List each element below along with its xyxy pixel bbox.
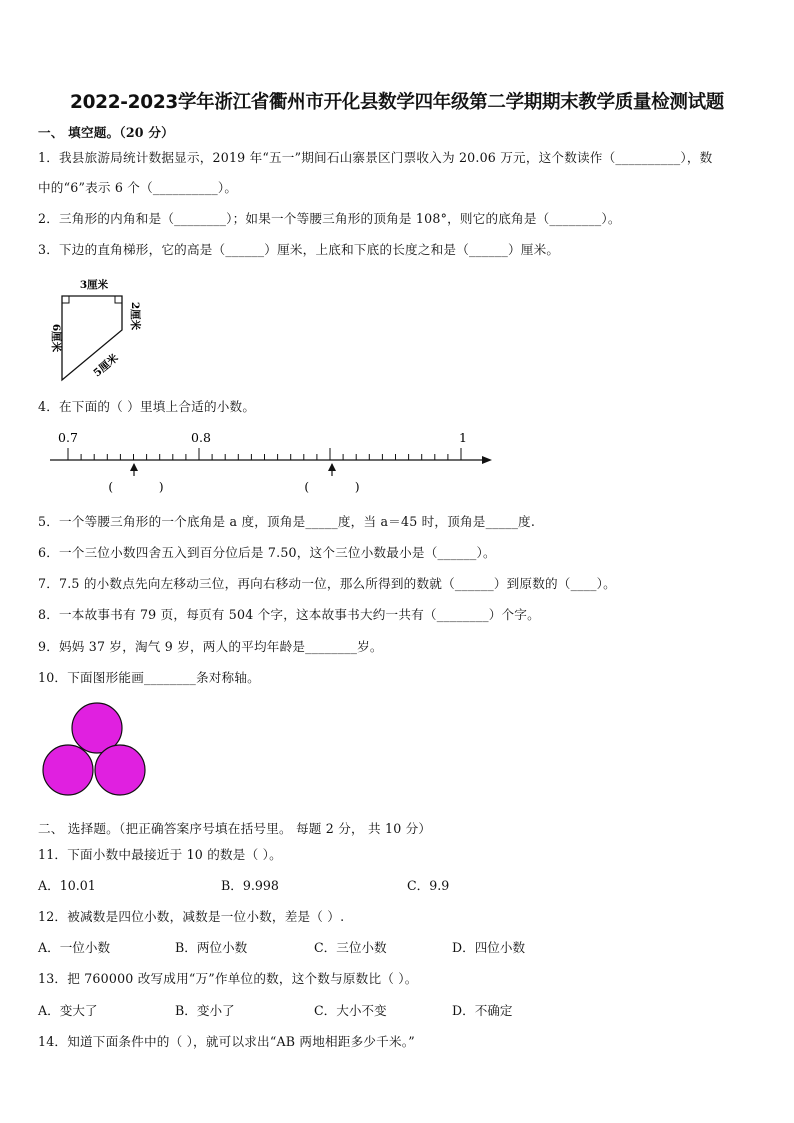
q12-option-b: B．两位小数 [175,940,248,955]
right-side-label: 2厘米 [129,301,141,331]
question-11: 11．下面小数中最接近于 10 的数是（ ）。 [38,847,282,862]
right-angle-mark-right [115,296,122,303]
number-line-blank-2: ( ) [304,480,360,494]
q12-option-d: D．四位小数 [452,940,526,955]
q11-option-a: A．10.01 [38,878,96,893]
q13-option-a: A．变大了 [38,1003,98,1018]
question-9: 9．妈妈 37 岁，淘气 9 岁，两人的平均年龄是________岁。 [38,639,383,654]
q13-option-d: D．不确定 [452,1003,513,1018]
slant-side-label: 5厘米 [91,352,121,380]
question-8: 8．一本故事书有 79 页，每页有 504 个字，这本故事书大约一共有（________）个字。 [38,607,540,622]
right-trapezoid-figure [38,272,158,387]
number-line-label-0-8: 0.8 [191,430,211,445]
q12-option-c: C．三位小数 [314,940,387,955]
question-5: 5．一个等腰三角形的一个底角是 a 度，顶角是_____度，当 a＝45 时，顶角是_____度. [38,514,536,529]
number-line-blank-1: ( ) [108,480,164,494]
top-side-label: 3厘米 [79,279,109,291]
question-12: 12．被减数是四位小数，减数是一位小数，差是（ ）. [38,909,345,924]
q11-option-c: C．9.9 [407,878,450,893]
section-fill-blank-heading: 一、 填空题。（20 分） [38,125,174,140]
number-line-pointer-2-head [328,463,336,471]
number-line-figure [40,424,500,499]
q13-option-b: B．变小了 [175,1003,235,1018]
question-3: 3．下边的直角梯形，它的高是（______）厘米，上底和下底的长度之和是（______）厘米。 [38,242,560,257]
section-multiple-choice-heading: 二、 选择题。（把正确答案序号填在括号里。 每题 2 分， 共 10 分） [38,821,432,836]
number-line-label-0-7: 0.7 [58,430,78,445]
q12-option-a: A．一位小数 [38,940,111,955]
q11-option-b: B．9.998 [221,878,279,893]
three-circles-figure [38,700,153,800]
question-10: 10．下面图形能画________条对称轴。 [38,670,260,685]
question-2: 2．三角形的内角和是（________）；如果一个等腰三角形的顶角是 108°，则它的底角是（________）。 [38,211,621,226]
number-line-arrowhead [482,456,492,464]
question-14: 14．知道下面条件中的（ ），就可以求出“AB 两地相距多少千米。” [38,1034,415,1049]
number-line-label-1: 1 [459,430,467,445]
left-side-label: 6厘米 [50,323,62,353]
question-1-line-1: 1．我县旅游局统计数据显示，2019 年“五一”期间石山寨景区门票收入为 20.06 万元，这个数读作（__________），数 [38,150,713,165]
q13-option-c: C．大小不变 [314,1003,387,1018]
right-angle-mark-left [62,296,69,303]
question-4: 4．在下面的（ ）里填上合适的小数。 [38,399,256,414]
circle-bottom-right [95,745,145,795]
question-7: 7．7.5 的小数点先向左移动三位，再向右移动一位，那么所得到的数就（______）到原数的（____）。 [38,576,616,591]
circle-bottom-left [43,745,93,795]
question-13: 13．把 760000 改写成用“万”作单位的数，这个数与原数比（ ）。 [38,971,418,986]
question-1-line-2: 中的“6”表示 6 个（__________）。 [38,180,238,195]
number-line-pointer-1-head [130,463,138,471]
page-title: 2022-2023学年浙江省衢州市开化县数学四年级第二学期期末教学质量检测试题 [70,92,724,113]
question-6: 6．一个三位小数四舍五入到百分位后是 7.50，这个三位小数最小是（______）。 [38,545,496,560]
